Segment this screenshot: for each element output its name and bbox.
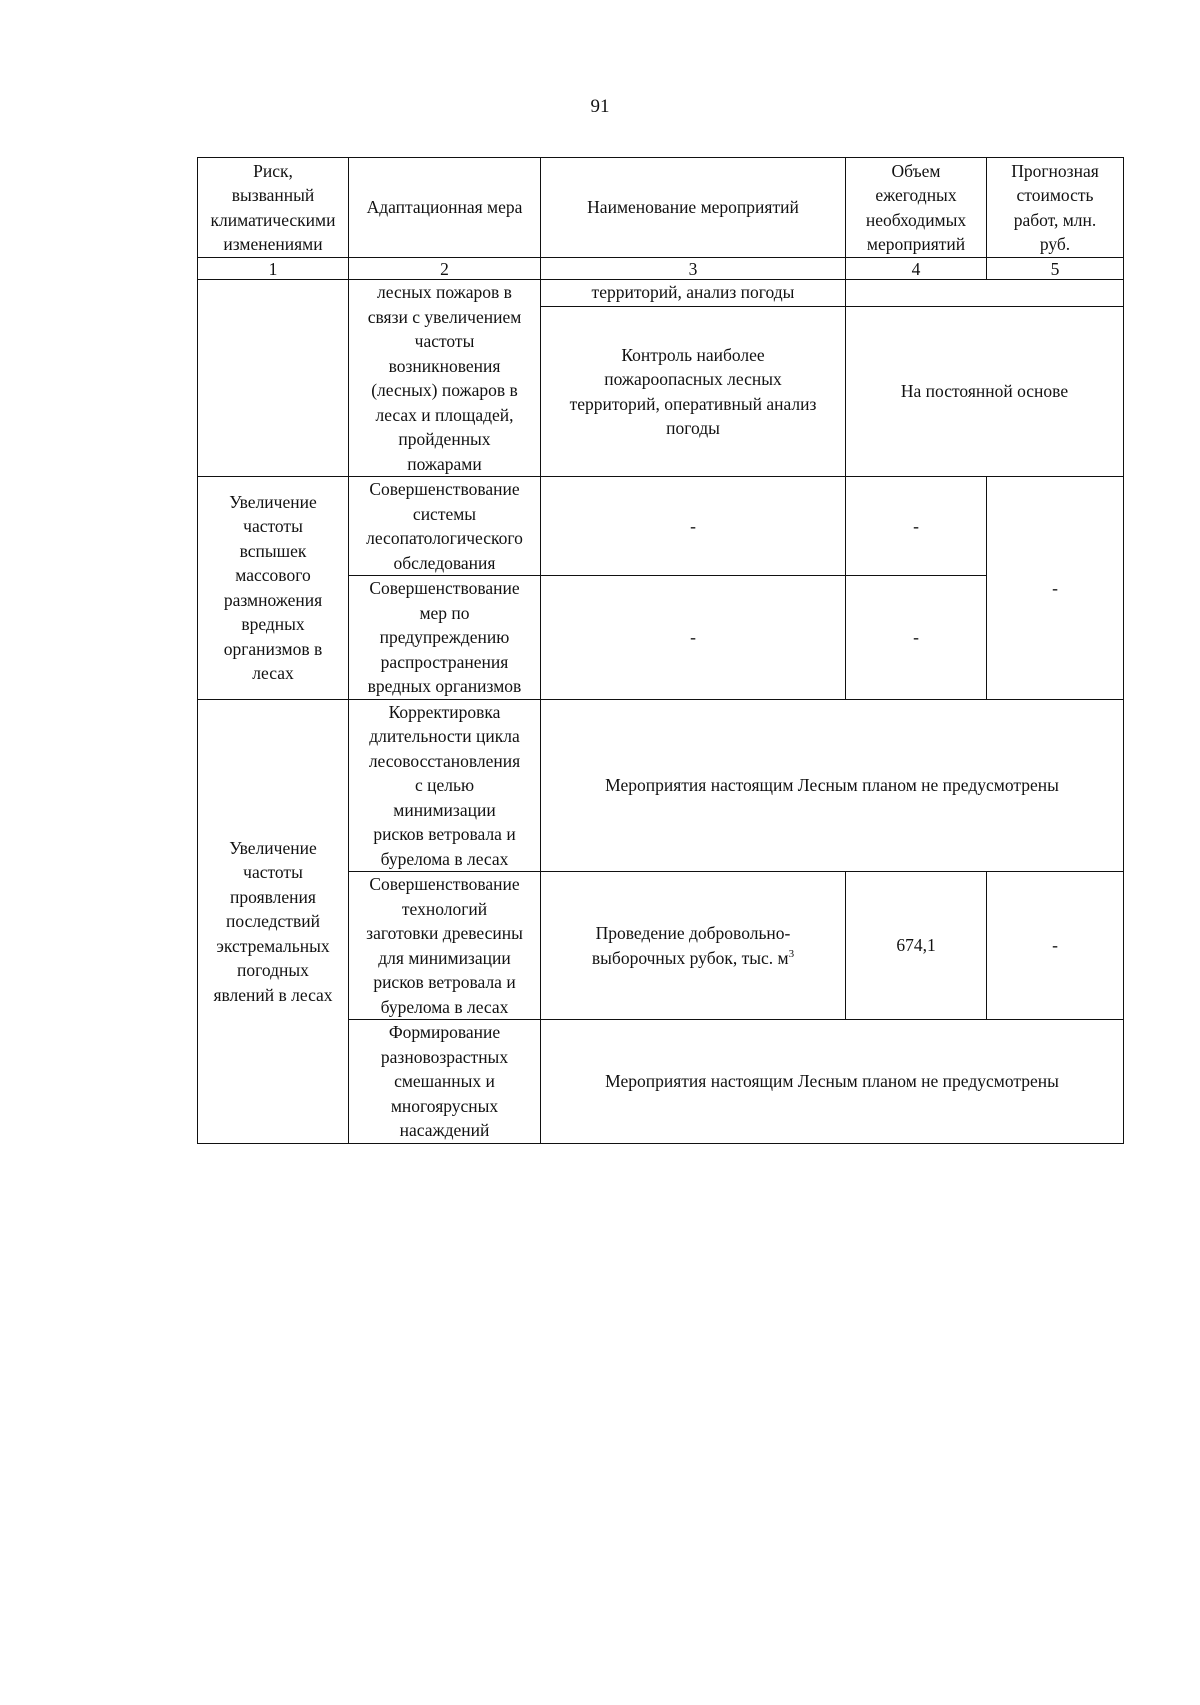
column-number: 2 xyxy=(349,258,541,280)
page-number: 91 xyxy=(590,96,610,117)
weather-note-1-cell: Мероприятия настоящим Лесным планом не предусмотрены xyxy=(541,699,1124,872)
fire-event-main-cell: Контроль наиболее пожароопасных лесных территорий, оперативный анализ погоды xyxy=(541,307,846,477)
weather-cost-2-cell: - xyxy=(987,872,1124,1020)
pests-measure-2-cell: Совершенствование мер по предупреждению распространения вредных организмов xyxy=(349,576,541,700)
weather-measure-1-cell: Корректировка длительности цикла лесовосстановления с целью минимизации рисков ветровала и бурелома в лесах xyxy=(349,699,541,872)
table-row xyxy=(198,477,1124,576)
pests-event-2-cell: - xyxy=(541,576,846,700)
pests-risk-cell: Увеличение частоты вспышек массового размножения вредных организмов в лесах xyxy=(198,477,349,700)
weather-measure-2-cell: Совершенствование технологий заготовки древесины для минимизации рисков ветровала и бурелома в лесах xyxy=(349,872,541,1020)
column-number: 4 xyxy=(846,258,987,280)
fire-risk-cell xyxy=(198,280,349,477)
fire-empty-cell xyxy=(846,280,1124,307)
weather-event-2-text: Проведение добровольно- выборочных рубок, тыс. м xyxy=(591,923,791,968)
header-risk: Риск, вызванный климатическими изменениями xyxy=(198,158,349,258)
weather-event-2-cell xyxy=(541,872,846,1020)
header-event-name: Наименование мероприятий xyxy=(541,158,846,258)
column-number-row xyxy=(198,258,1124,280)
table-row xyxy=(198,699,1124,872)
column-number: 5 xyxy=(987,258,1124,280)
pests-volume-2-cell: - xyxy=(846,576,987,700)
adaptation-measures-table xyxy=(197,157,1124,1144)
cubic-superscript: 3 xyxy=(788,947,795,960)
fire-event-top-cell: территорий, анализ погоды xyxy=(541,280,846,307)
weather-risk-cell: Увеличение частоты проявления последствий экстремальных погодных явлений в лесах xyxy=(198,699,349,1144)
fire-measure-cell: лесных пожаров в связи с увеличением частоты возникновения (лесных) пожаров в лесах и площадей, пройденных пожарами xyxy=(349,280,541,477)
header-forecast-cost: Прогнозная стоимость работ, млн. руб. xyxy=(987,158,1124,258)
table-header-row xyxy=(198,158,1124,258)
header-annual-volume: Объем ежегодных необходимых мероприятий xyxy=(846,158,987,258)
pests-measure-1-cell: Совершенствование системы лесопатологического обследования xyxy=(349,477,541,576)
table-row xyxy=(198,280,1124,307)
weather-note-3-cell: Мероприятия настоящим Лесным планом не предусмотрены xyxy=(541,1020,1124,1144)
weather-volume-2-cell: 674,1 xyxy=(846,872,987,1020)
column-number: 1 xyxy=(198,258,349,280)
pests-cost-cell: - xyxy=(987,477,1124,700)
pests-volume-1-cell: - xyxy=(846,477,987,576)
header-adaptation-measure: Адаптационная мера xyxy=(349,158,541,258)
pests-event-1-cell: - xyxy=(541,477,846,576)
column-number: 3 xyxy=(541,258,846,280)
weather-measure-3-cell: Формирование разновозрастных смешанных и многоярусных насаждений xyxy=(349,1020,541,1144)
fire-schedule-cell: На постоянной основе xyxy=(846,307,1124,477)
